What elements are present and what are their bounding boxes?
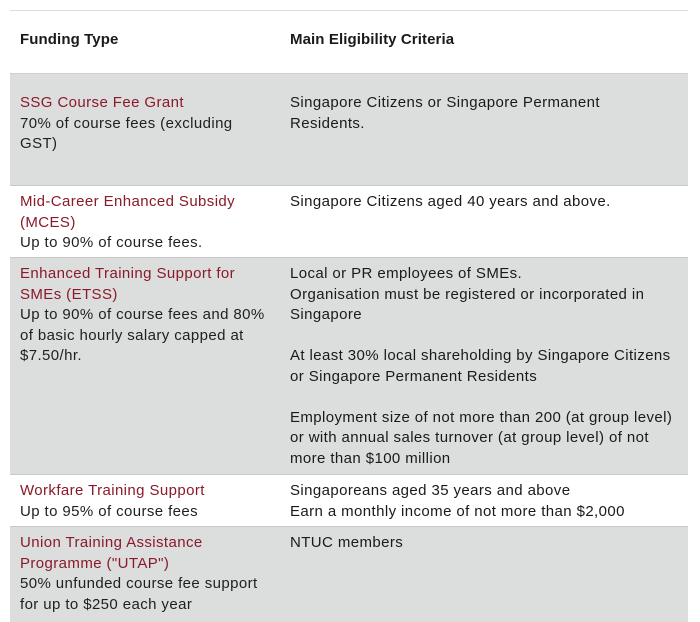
funding-description: Up to 90% of course fees and 80% of basic hourly salary capped at $7.50/hr. [20, 306, 265, 364]
funding-table [10, 11, 688, 622]
funding-type-cell [10, 527, 280, 622]
funding-name: Enhanced Training Support for SMEs (ETSS) [20, 265, 236, 303]
table-row [10, 258, 688, 475]
eligibility-cell [280, 527, 688, 622]
funding-description: Up to 90% of course fees. [20, 234, 203, 251]
funding-name: Workfare Training Support [20, 482, 205, 499]
table-row [10, 74, 688, 186]
eligibility-cell [280, 475, 688, 527]
funding-description: 50% unfunded course fee support for up to $250 each year [20, 575, 258, 613]
spacer [290, 387, 678, 408]
criteria-line: Singapore Citizens aged 40 years and above. [290, 193, 611, 210]
criteria-line: Singaporeans aged 35 years and above [290, 482, 571, 499]
funding-table-container [10, 10, 688, 613]
criteria-line: Employment size of not more than 200 (at group level) or with annual sales turnover (at group level) of not more than $100 million [290, 408, 673, 467]
table-header-row [10, 11, 688, 74]
funding-name: Union Training Assistance Programme ("UTAP") [20, 534, 203, 572]
table-row [10, 475, 688, 527]
funding-type-cell [10, 186, 280, 258]
eligibility-cell [280, 74, 688, 186]
criteria-line: At least 30% local shareholding by Singapore Citizens or Singapore Permanent Residents [290, 347, 671, 385]
funding-type-cell [10, 74, 280, 186]
header-eligibility-criteria: Main Eligibility Criteria [280, 11, 688, 74]
table-row [10, 186, 688, 258]
criteria-line: Organisation must be registered or incorporated in Singapore [290, 285, 645, 323]
funding-name: SSG Course Fee Grant [20, 94, 184, 111]
criteria-line: NTUC members [290, 534, 404, 551]
funding-name: Mid-Career Enhanced Subsidy (MCES) [20, 193, 236, 231]
funding-type-cell [10, 475, 280, 527]
table-row [10, 527, 688, 622]
criteria-line: Earn a monthly income of not more than $2,000 [290, 502, 625, 520]
header-funding-type: Funding Type [10, 11, 280, 74]
funding-type-cell [10, 258, 280, 475]
funding-description: 70% of course fees (excluding GST) [20, 114, 233, 152]
eligibility-cell [280, 258, 688, 475]
eligibility-cell [280, 186, 688, 258]
criteria-line: Local or PR employees of SMEs. [290, 265, 523, 282]
spacer [290, 326, 678, 347]
funding-description: Up to 95% of course fees [20, 502, 199, 520]
criteria-line: Singapore Citizens or Singapore Permanent Residents. [290, 94, 600, 132]
